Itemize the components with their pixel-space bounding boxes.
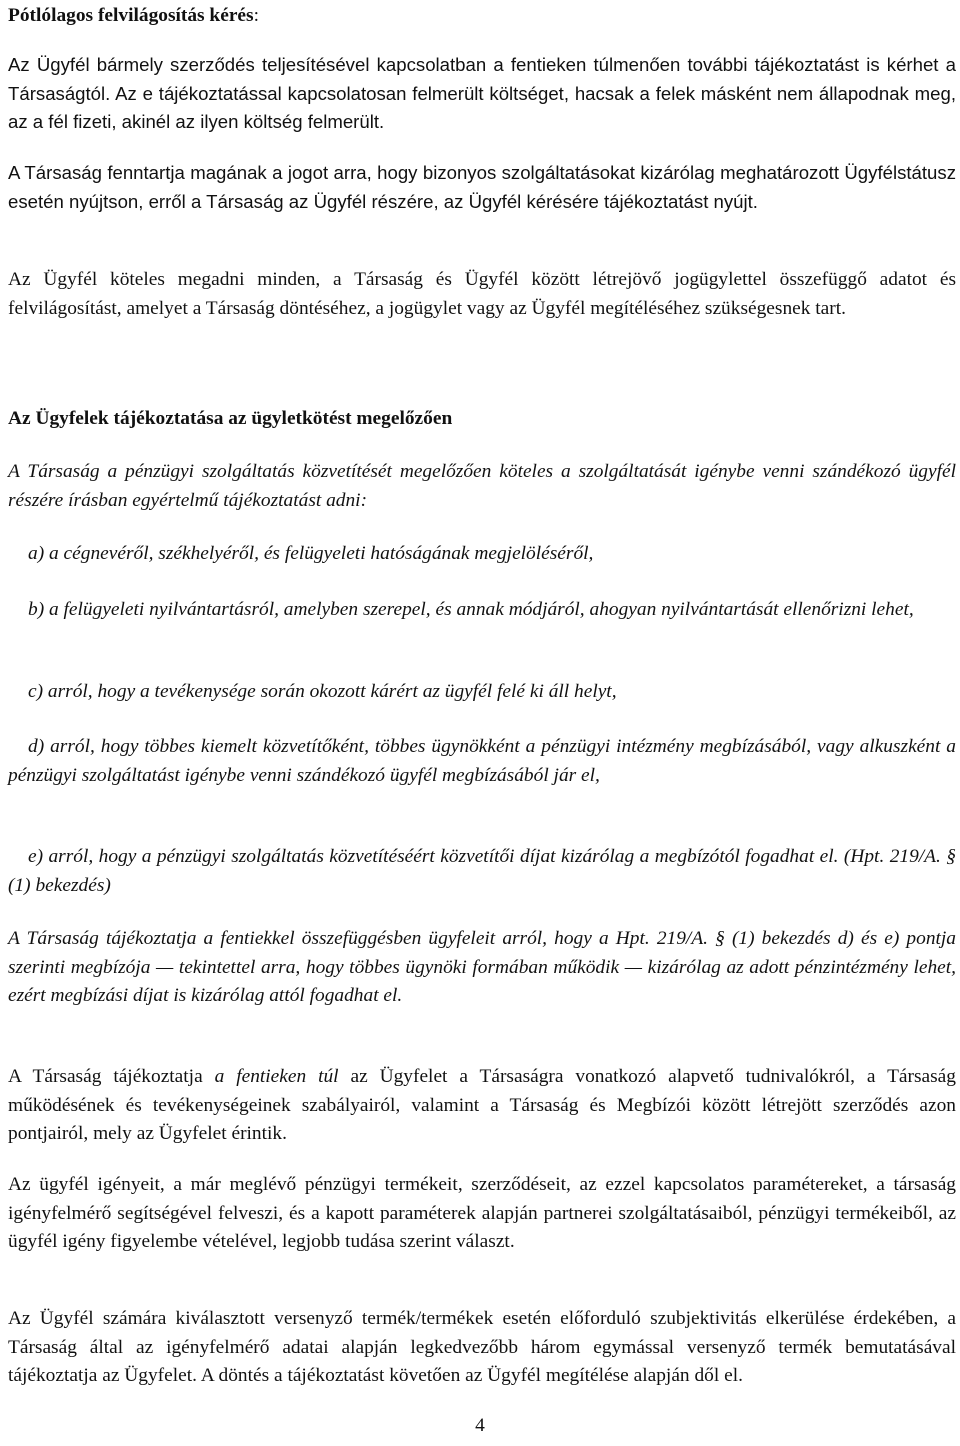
- paragraph-intro-obligation: A Társaság a pénzügyi szolgáltatás közvetítését megelőzően köteles a szolgáltatását igénybe venni szándékozó ügyfél részére írásban egyértelmű tájékoztatást adni:: [8, 461, 956, 511]
- paragraph-client-obligation: Az Ügyfél köteles megadni minden, a Társaság és Ügyfél között létrejövő jogügylettel összefüggő adatot és felvilágosítást, amelyet a Társaság döntéséhez, a jogügylet vagy az Ügyfél megítéléséhez szükségesnek tart.: [8, 269, 956, 319]
- basic-info-italic: a fentieken túl: [214, 1066, 339, 1087]
- list-item-a: a) a cégnevéről, székhelyéről, és felügyeleti hatóságának megjelöléséről,: [28, 543, 594, 564]
- paragraph-basic-info: [8, 1063, 956, 1149]
- section-title: Az Ügyfelek tájékoztatása az ügyletkötést megelőzően: [8, 408, 453, 429]
- page-heading: [8, 2, 259, 31]
- paragraph-reserved-rights: A Társaság fenntartja magának a jogot arra, hogy bizonyos szolgáltatásokat kizárólag meghatározott Ügyfélstátusz esetén nyújtson, erről a Társaság az Ügyfél részére, az Ügyfél kérésére tájékoztatást nyújt.: [8, 162, 956, 212]
- paragraph-additional-info: Az Ügyfél bármely szerződés teljesítésével kapcsolatban a fentieken túlmenően további tájékoztatást is kérhet a Társaságtól. Az e tájékoztatással kapcsolatosan felmerült költséget, hacsak a felek másként nem állapodnak meg, az a fél fizeti, akinél az ilyen költség felmerült.: [8, 54, 956, 133]
- list-item-b: b) a felügyeleti nyilvántartásról, amelyben szerepel, és annak módjáról, ahogyan nyilvántartását ellenőrizni lehet,: [28, 599, 914, 620]
- heading-colon: :: [253, 5, 259, 26]
- list-item-d: d) arról, hogy többes kiemelt közvetítőként, többes ügynökként a pénzügyi intézmény megbízásából, vagy alkuszként a pénzügyi szolgáltatást igénybe venni szándékozó ügyfél megbízásából jár el,: [8, 736, 956, 786]
- list-item-e: e) arról, hogy a pénzügyi szolgáltatás közvetítéséért közvetítői díjat kizárólag a megbízótól fogadhat el. (Hpt. 219/A. § (1) bekezdés): [8, 846, 956, 896]
- paragraph-product-selection: Az Ügyfél számára kiválasztott versenyző termék/termékek esetén előforduló szubjektivitás elkerülése érdekében, a Társaság által az igényfelmérő adatai alapján legkedvezőbb három egymással versenyző termék bemutatásával tájékoztatja az Ügyfelet. A döntés a tájékoztatást követően az Ügyfél megítélése alapján dől el.: [8, 1308, 956, 1387]
- paragraph-client-needs: Az ügyfél igényeit, a már meglévő pénzügyi termékeit, szerződéseit, az ezzel kapcsolatos paramétereket, a társaság igényfelmérő segítségével felveszi, és a kapott paraméterek alapján partnerei szolgáltatásaiból, pénzügyi termékeiből, az ügyfél igény figyelembe vételével, legjobb tudása szerint választ.: [8, 1174, 956, 1253]
- heading-text: Pótlólagos felvilágosítás kérés: [8, 5, 254, 26]
- basic-info-text-2: az Ügyfelet a Társaságra vonatkozó alapvető tudnivalókról, a Társaság működésének és tevékenységeinek szabályairól, valamint a Társaság és Megbízói között létrejött szerződés azon pontjairól, mely az Ügyfelet érintik.: [8, 1066, 956, 1145]
- page-number: 4: [475, 1415, 485, 1436]
- basic-info-text-1: A Társaság tájékoztatja: [8, 1066, 215, 1087]
- paragraph-mandate-info: A Társaság tájékoztatja a fentiekkel összefüggésben ügyfeleit arról, hogy a Hpt. 219/A. § (1) bekezdés d) és e) pontja szerinti megbízója — tekintettel arra, hogy többes ügynöki formában működik — kizárólag az adott pénzintézmény lehet, ezért megbízási díjat is kizárólag attól fogadhat el.: [8, 928, 956, 1007]
- list-item-c: c) arról, hogy a tevékenysége során okozott kárért az ügyfél felé ki áll helyt,: [28, 681, 617, 702]
